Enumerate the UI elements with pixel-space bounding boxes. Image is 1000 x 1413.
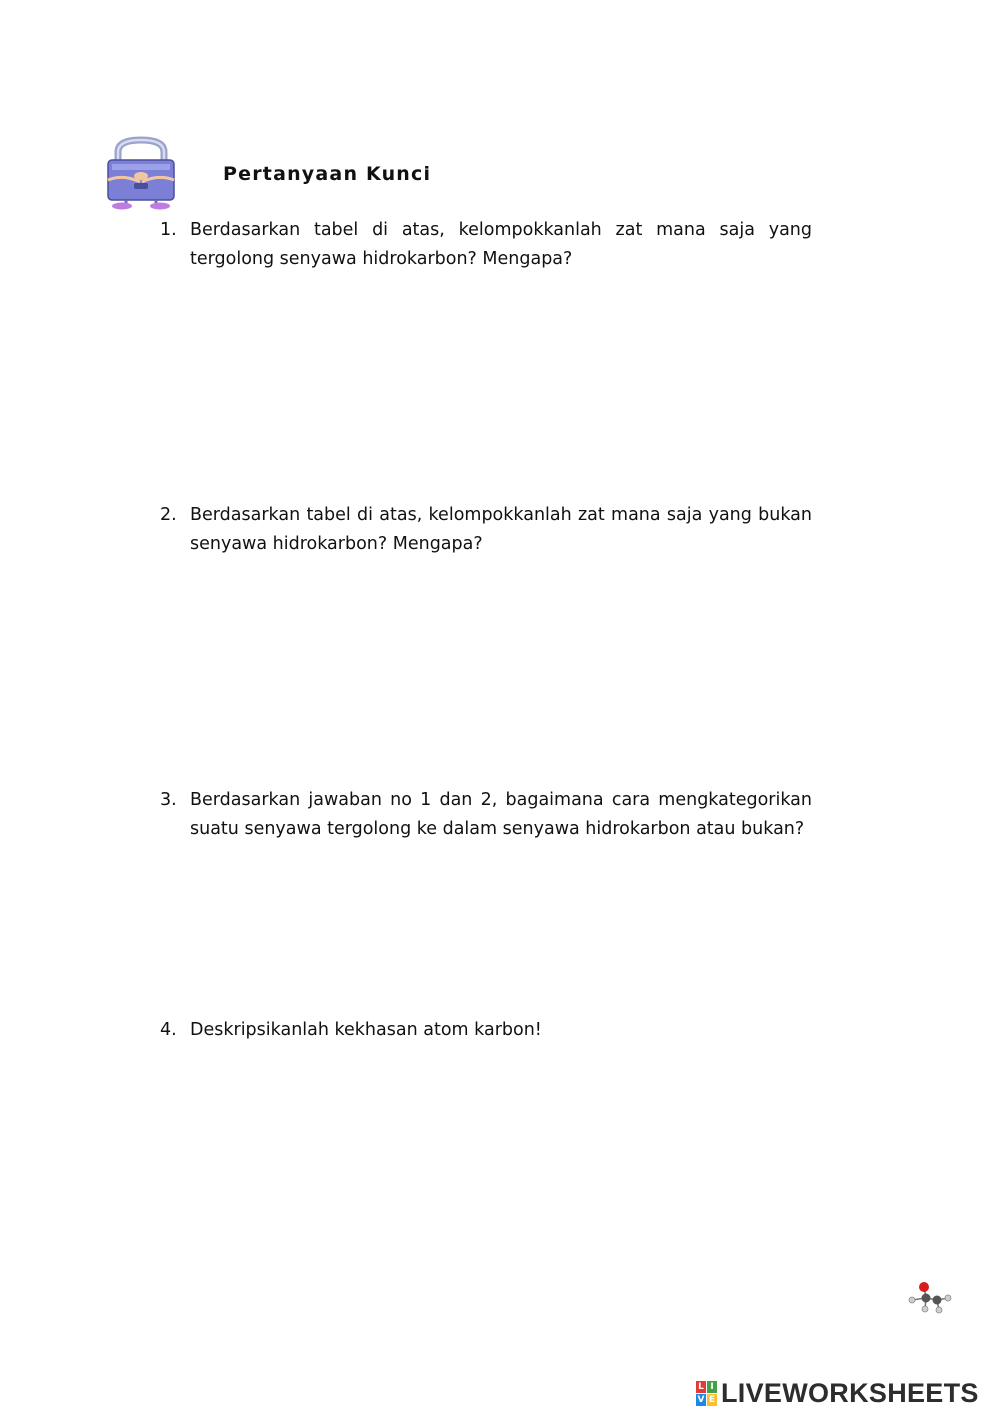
section-title: Pertanyaan Kunci (223, 163, 432, 185)
padlock-mascot-icon (104, 136, 178, 210)
liveworksheets-logo (696, 1376, 979, 1410)
logo-letter: V (697, 1394, 705, 1405)
brand-name: LIVEWORKSHEETS (721, 1377, 979, 1408)
question-number: 1. (160, 220, 177, 240)
question-text: Deskripsikanlah kekhasan atom karbon! (190, 1020, 542, 1040)
question-text: Berdasarkan jawaban no 1 dan 2, bagaimana cara mengkategorikan suatu senyawa tergolong ke dalam senyawa hidrokarbon atau bukan? (190, 790, 812, 839)
question-text: Berdasarkan tabel di atas, kelompokkanlah zat mana saja yang tergolong senyawa hidrokarbon? Mengapa? (190, 220, 812, 269)
logo-mark-icon (696, 1381, 717, 1406)
question-2 (160, 501, 812, 559)
molecule-model-icon (906, 1280, 952, 1314)
logo-letter: L (696, 1381, 706, 1393)
question-number: 2. (160, 505, 177, 525)
question-number: 4. (160, 1020, 177, 1040)
question-text: Berdasarkan tabel di atas, kelompokkanlah zat mana saja yang bukan senyawa hidrokarbon? Mengapa? (190, 505, 812, 554)
question-3 (160, 786, 812, 844)
question-number: 3. (160, 790, 177, 810)
question-1 (160, 216, 812, 274)
logo-letter: E (708, 1394, 716, 1405)
logo-letter: I (707, 1381, 717, 1393)
question-4 (160, 1016, 812, 1045)
